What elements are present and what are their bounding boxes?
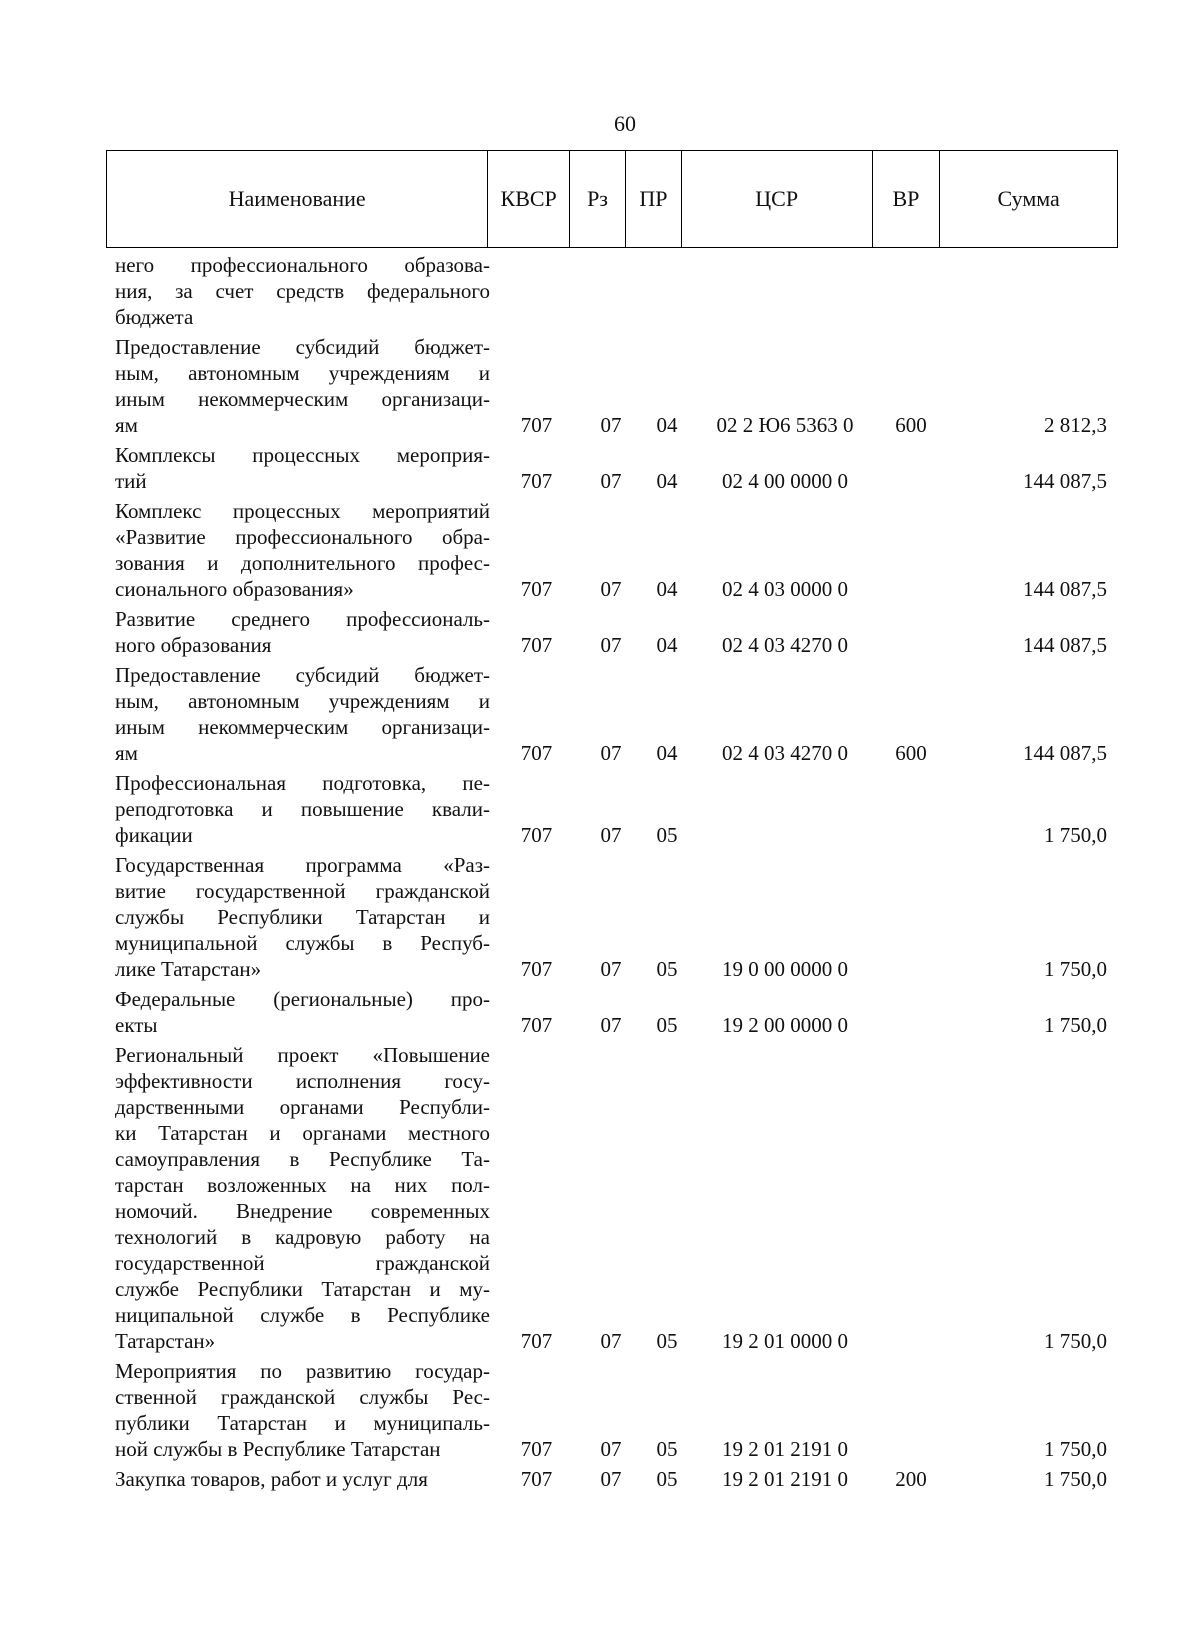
row-name-line: Татарстан»: [115, 1329, 216, 1353]
row-kvsr: 707: [520, 1437, 553, 1461]
row-name-line: ным, автономным учреждениям и: [115, 689, 490, 713]
table-row: [115, 986, 1115, 1038]
row-name: [115, 1466, 490, 1492]
row-name-line: ной службы в Республике Татарстан: [115, 1437, 441, 1461]
row-sum: 1 750,0: [1044, 823, 1107, 847]
row-rz: 07: [600, 577, 622, 601]
row-name-line: тарстан возложенных на них пол-: [115, 1173, 490, 1197]
row-name-line: Мероприятия по развитию государ-: [115, 1359, 490, 1383]
table-row: [115, 1466, 1115, 1492]
row-pr: 04: [656, 577, 678, 601]
row-name-line: ния, за счет средств федерального: [115, 279, 490, 303]
row-csr: 02 4 03 4270 0: [722, 741, 848, 765]
row-name-line: Профессиональная подготовка, пе-: [115, 771, 490, 795]
table-row: [115, 252, 1115, 330]
header-kvsr: КВСР: [488, 151, 570, 247]
row-name-line: муниципальной службы в Респуб-: [115, 931, 490, 955]
row-csr: 02 4 03 0000 0: [722, 577, 848, 601]
row-kvsr: 707: [520, 633, 553, 657]
row-pr: 05: [656, 1329, 678, 1353]
row-pr: 05: [656, 1013, 678, 1037]
row-name-line: номочий. Внедрение современных: [115, 1199, 490, 1223]
row-vr: 600: [895, 741, 927, 765]
row-name-line: ным, автономным учреждениям и: [115, 361, 490, 385]
row-name-line: «Развитие профессионального обра-: [115, 525, 490, 549]
row-name-line: екты: [115, 1013, 158, 1037]
row-name: [115, 1358, 490, 1462]
table-row: [115, 606, 1115, 658]
row-kvsr: 707: [520, 1013, 553, 1037]
table-row: [115, 770, 1115, 848]
row-name-line: Федеральные (региональные) про-: [115, 987, 490, 1011]
row-sum: 1 750,0: [1044, 1437, 1107, 1461]
row-name-line: Предоставление субсидий бюджет-: [115, 335, 490, 359]
row-kvsr: 707: [520, 823, 553, 847]
row-csr: 19 2 00 0000 0: [722, 1013, 848, 1037]
row-kvsr: 707: [520, 1467, 553, 1491]
row-csr: 19 2 01 0000 0: [722, 1329, 848, 1353]
table-row: [115, 662, 1115, 766]
row-pr: 05: [656, 1467, 678, 1491]
table-row: [115, 334, 1115, 438]
row-pr: 04: [656, 633, 678, 657]
row-sum: 1 750,0: [1044, 1329, 1107, 1353]
table-row: [115, 498, 1115, 602]
row-rz: 07: [600, 1013, 622, 1037]
row-name: [115, 662, 490, 766]
row-kvsr: 707: [520, 577, 553, 601]
table-row: [115, 852, 1115, 982]
header-vr: ВР: [873, 151, 941, 247]
row-sum: 1 750,0: [1044, 957, 1107, 981]
row-csr: 19 2 01 2191 0: [722, 1467, 848, 1491]
row-sum: 144 087,5: [1023, 633, 1107, 657]
row-name: [115, 442, 490, 494]
row-pr: 04: [656, 741, 678, 765]
row-pr: 04: [656, 469, 678, 493]
row-name-line: технологий в кадровую работу на: [115, 1225, 490, 1249]
row-name-line: публики Татарстан и муниципаль-: [115, 1411, 490, 1435]
row-name-line: ям: [115, 741, 138, 765]
row-name-line: лике Татарстан»: [115, 957, 262, 981]
row-csr: 02 4 03 4270 0: [722, 633, 848, 657]
row-name-line: иным некоммерческим организаци-: [115, 715, 490, 739]
row-name-line: Предоставление субсидий бюджет-: [115, 663, 490, 687]
row-kvsr: 707: [520, 741, 553, 765]
row-name-line: Закупка товаров, работ и услуг для: [115, 1467, 428, 1491]
row-name-line: государственной гражданской: [115, 1251, 490, 1275]
row-vr: 600: [895, 413, 927, 437]
row-name-line: Комплекс процессных мероприятий: [115, 499, 490, 523]
row-name: [115, 606, 490, 658]
row-csr: 02 2 Ю6 5363 0: [716, 413, 854, 437]
row-name: [115, 1042, 490, 1354]
row-name-line: ственной гражданской службы Рес-: [115, 1385, 490, 1409]
row-name-line: иным некоммерческим организаци-: [115, 387, 490, 411]
row-rz: 07: [600, 823, 622, 847]
row-name-line: Комплексы процессных мероприя-: [115, 443, 490, 467]
header-csr: ЦСР: [682, 151, 873, 247]
row-sum: 1 750,0: [1044, 1013, 1107, 1037]
row-name-line: бюджета: [115, 305, 194, 329]
row-rz: 07: [600, 633, 622, 657]
header-sum: Сумма: [997, 186, 1060, 211]
row-name-line: ного образования: [115, 633, 272, 657]
row-kvsr: 707: [520, 413, 553, 437]
row-rz: 07: [600, 957, 622, 981]
header-rz: Рз: [570, 151, 626, 247]
header-name: Наименование: [107, 151, 488, 247]
row-csr: 02 4 00 0000 0: [722, 469, 848, 493]
header-pr: ПР: [626, 151, 682, 247]
row-name-line: службе Республики Татарстан и му-: [115, 1277, 490, 1301]
row-name-line: реподготовка и повышение квали-: [115, 797, 490, 821]
row-vr: 200: [895, 1467, 927, 1491]
row-name: [115, 852, 490, 982]
table-body: [115, 252, 1115, 1496]
row-sum: 144 087,5: [1023, 741, 1107, 765]
row-name: [115, 986, 490, 1038]
row-name-line: сионального образования»: [115, 577, 354, 601]
table-row: [115, 442, 1115, 494]
row-rz: 07: [600, 741, 622, 765]
row-name-line: Развитие среднего профессиональ-: [115, 607, 490, 631]
row-sum: 144 087,5: [1023, 469, 1107, 493]
row-name-line: ниципальной службе в Республике: [115, 1303, 490, 1327]
row-kvsr: 707: [520, 957, 553, 981]
row-name: [115, 252, 490, 330]
row-kvsr: 707: [520, 1329, 553, 1353]
row-name-line: фикации: [115, 823, 193, 847]
row-name-line: дарственными органами Республи-: [115, 1095, 490, 1119]
row-rz: 07: [600, 413, 622, 437]
table-row: [115, 1042, 1115, 1354]
table-row: [115, 1358, 1115, 1462]
row-name: [115, 498, 490, 602]
row-rz: 07: [600, 1467, 622, 1491]
row-name-line: самоуправления в Республике Та-: [115, 1147, 490, 1171]
page-number: 60: [614, 111, 636, 136]
row-name-line: службы Республики Татарстан и: [115, 905, 490, 929]
row-rz: 07: [600, 469, 622, 493]
row-name-line: эффективности исполнения госу-: [115, 1069, 490, 1093]
row-sum: 1 750,0: [1044, 1467, 1107, 1491]
row-sum: 2 812,3: [1044, 413, 1107, 437]
row-pr: 05: [656, 1437, 678, 1461]
row-name-line: Государственная программа «Раз-: [115, 853, 490, 877]
table-header: [106, 150, 1118, 248]
row-name: [115, 770, 490, 848]
row-name-line: него профессионального образова-: [115, 253, 490, 277]
row-sum: 144 087,5: [1023, 577, 1107, 601]
row-rz: 07: [600, 1329, 622, 1353]
row-pr: 05: [656, 957, 678, 981]
row-kvsr: 707: [520, 469, 553, 493]
row-name-line: зования и дополнительного профес-: [115, 551, 490, 575]
row-csr: 19 2 01 2191 0: [722, 1437, 848, 1461]
row-name: [115, 334, 490, 438]
row-name-line: ки Татарстан и органами местного: [115, 1121, 490, 1145]
row-name-line: ям: [115, 413, 138, 437]
row-csr: 19 0 00 0000 0: [722, 957, 848, 981]
row-name-line: витие государственной гражданской: [115, 879, 490, 903]
row-pr: 05: [656, 823, 678, 847]
row-name-line: тий: [115, 469, 147, 493]
row-pr: 04: [656, 413, 678, 437]
row-name-line: Региональный проект «Повышение: [115, 1043, 490, 1067]
row-rz: 07: [600, 1437, 622, 1461]
